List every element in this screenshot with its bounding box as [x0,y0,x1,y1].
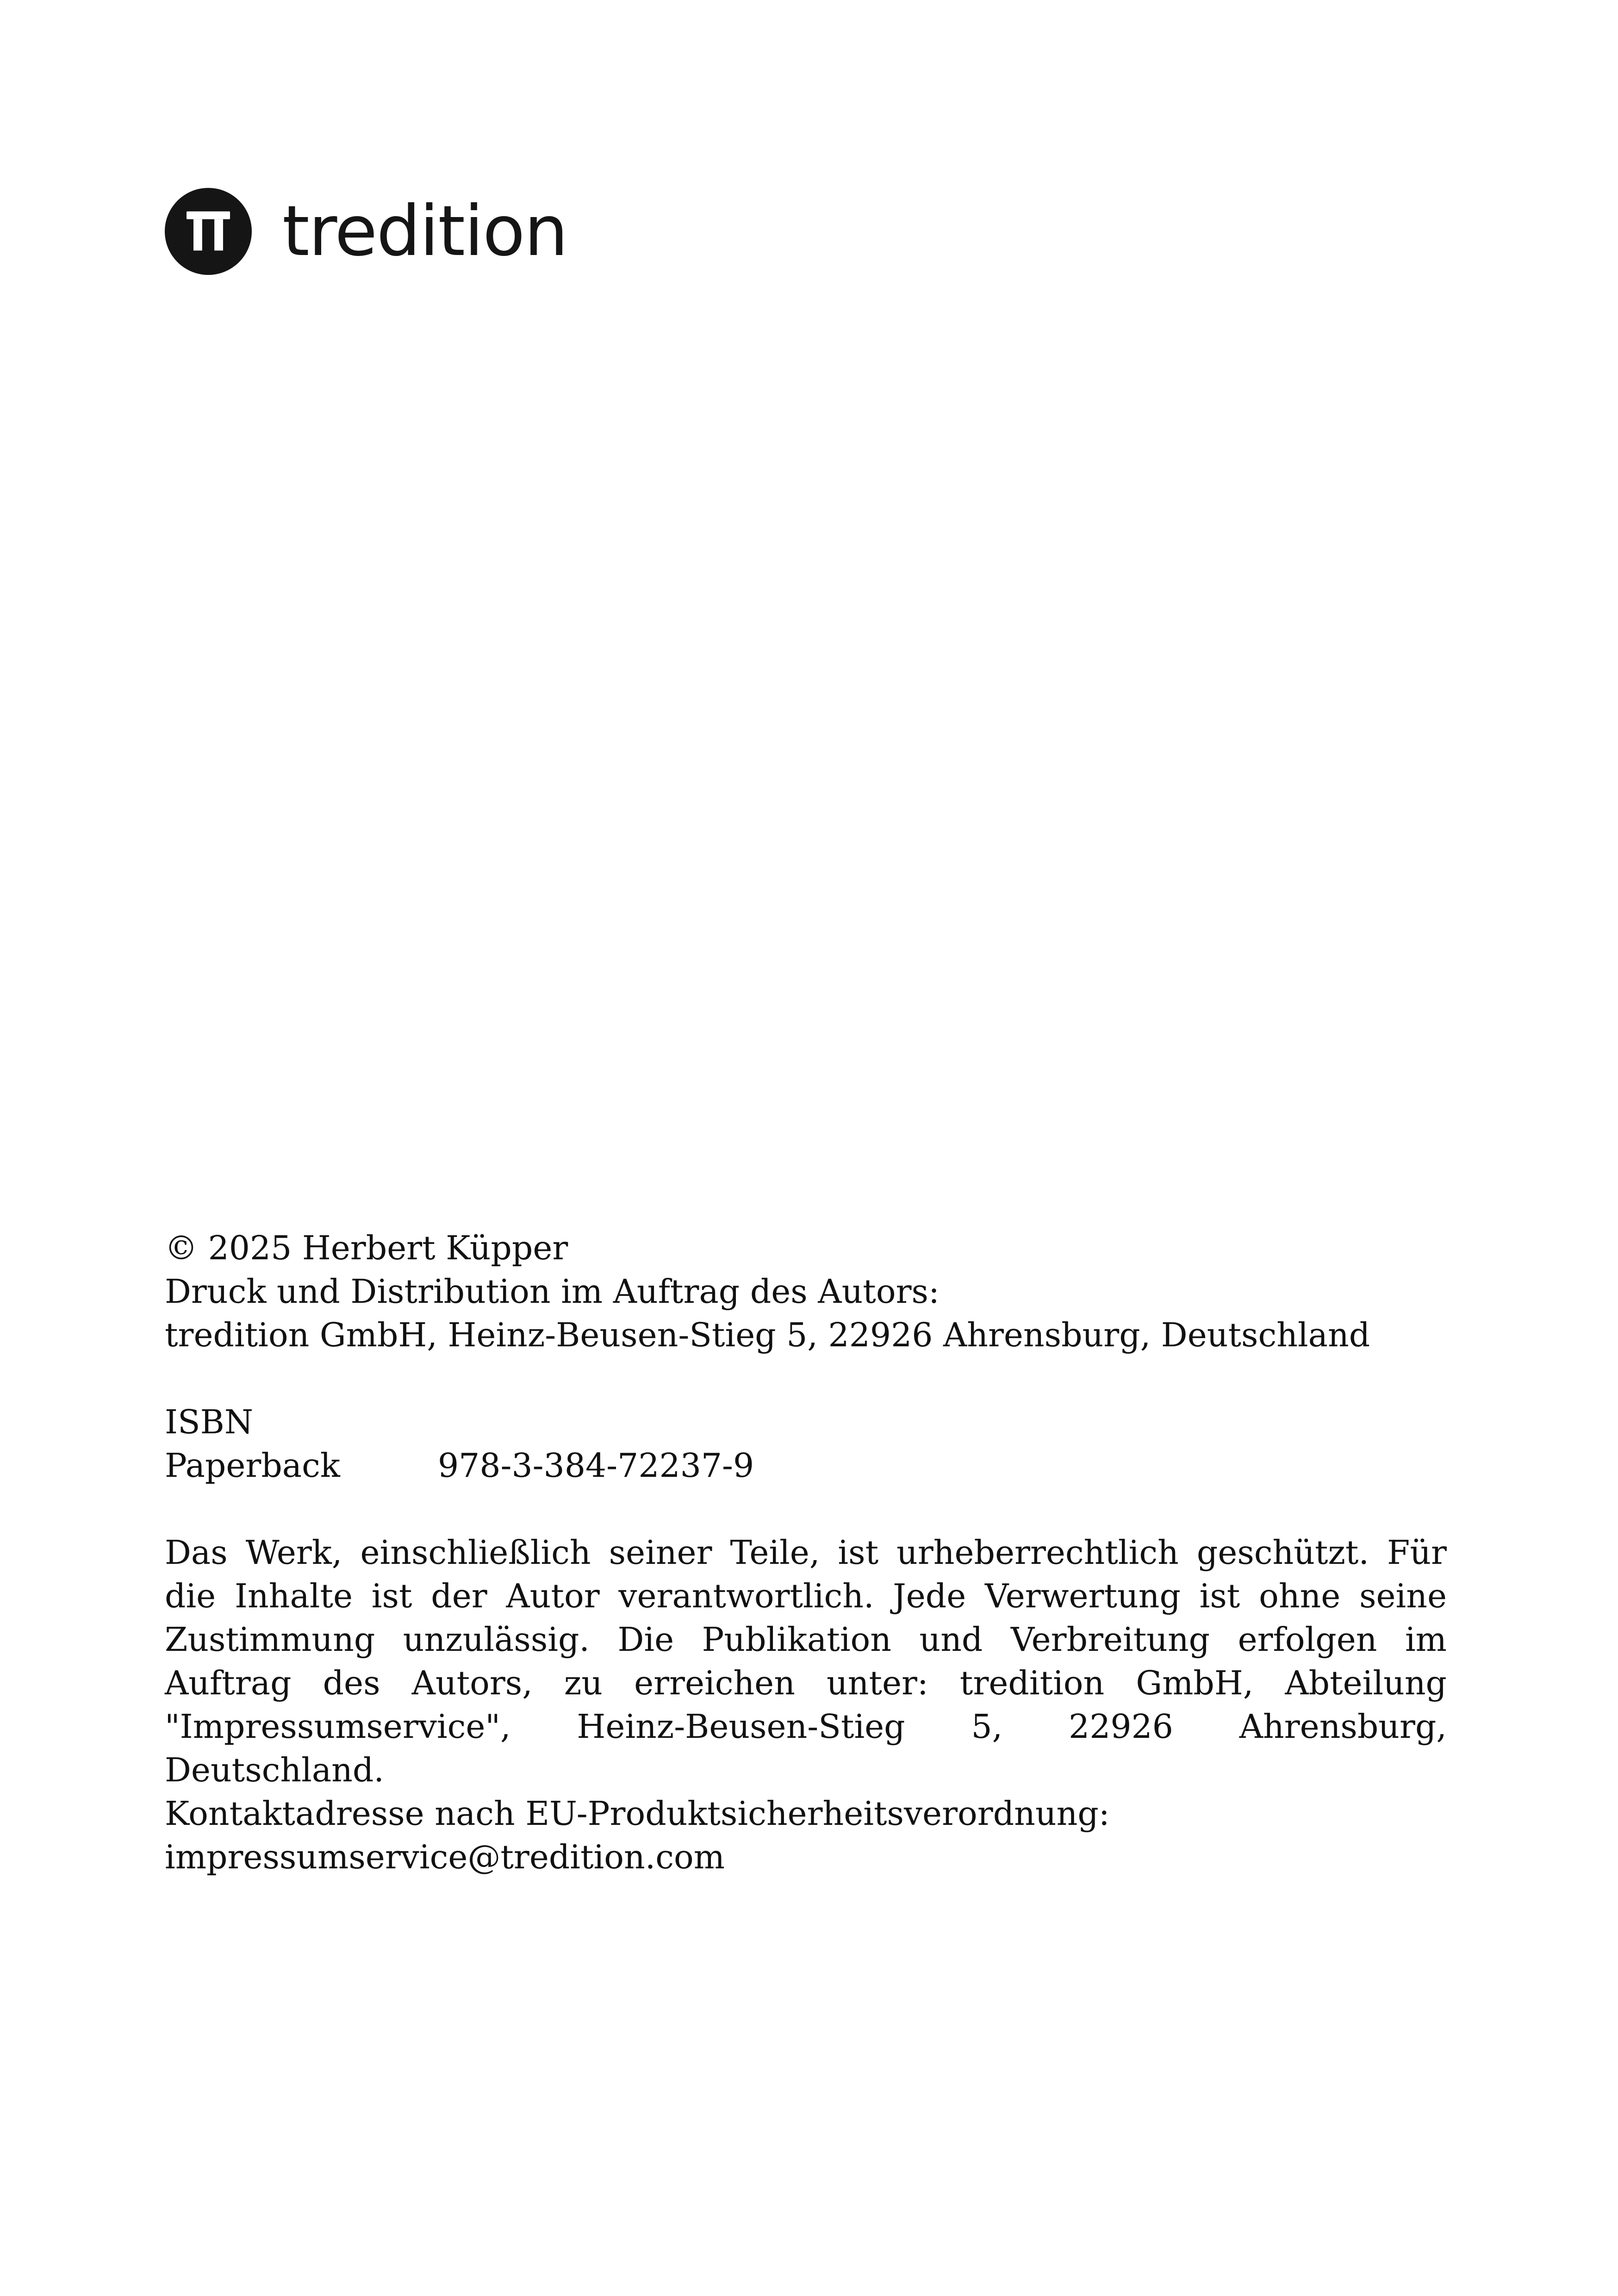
isbn-row [165,1444,1447,1487]
contact-email[interactable]: impressumservice@tredition.com [165,1838,725,1876]
isbn-number: 978-3-384-72237-9 [438,1446,754,1485]
print-distribution [165,1270,1447,1357]
contact-line [165,1792,1447,1879]
imprint-section [165,1226,1447,1879]
isbn-block [165,1400,1447,1487]
isbn-heading: ISBN [165,1403,253,1441]
print-line-1: Druck und Distribution im Auftrag des Autors: [165,1272,940,1311]
tredition-logo-icon [165,188,252,275]
logo-wordmark: tredition [282,191,567,272]
print-line-2: tredition GmbH, Heinz-Beusen-Stieg 5, 22926 Ahrensburg, Deutschland [165,1316,1370,1354]
legal-notice: Das Werk, einschließlich seiner Teile, ist urheberrechtlich geschützt. Für die Inhalte ist der Autor verantwortlich. Jede Verwertung ist ohne seine Zustimmung unzulässig. Die Publikation und Verbreitung erfolgen im Auftrag des Autors, zu erreichen unter: tredition GmbH, Abteilung "Impressumservice", Heinz-Beusen-Stieg 5, 22926 Ahrensburg, Deutschland. [165,1533,1447,1789]
publisher-logo [165,185,567,278]
contact-label: Kontaktadresse nach EU-Produktsicherheitsverordnung: [165,1794,1110,1833]
copyright-line: © 2025 Herbert Küpper [165,1229,568,1267]
isbn-type: Paperback [165,1446,340,1485]
